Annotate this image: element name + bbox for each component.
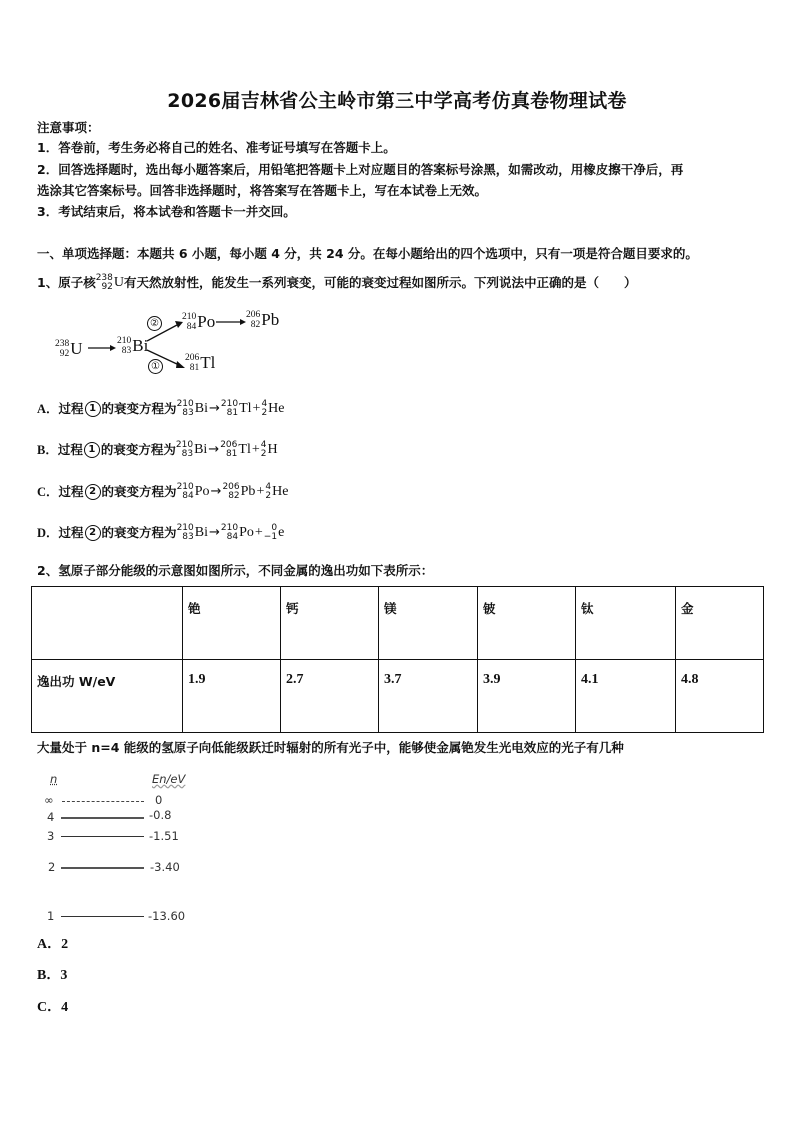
plus-sign: + bbox=[252, 401, 261, 416]
element-symbol: Po bbox=[239, 525, 254, 540]
question-2-text: 大量处于 n=4 能级的氢原子向低能级跃迁时辐射的所有光子中，能够使金属铯发生光电效应的光子有几种 bbox=[37, 740, 624, 755]
nucleus-pb206 bbox=[246, 310, 279, 330]
mass-number: 4 bbox=[260, 440, 267, 450]
decay-diagram bbox=[55, 303, 295, 378]
q1-option-c[interactable] bbox=[37, 483, 288, 501]
level-energy-label: 0 bbox=[155, 793, 163, 807]
mass-number: 210 bbox=[176, 482, 194, 492]
level-n-label: 4 bbox=[47, 810, 55, 824]
element-symbol: Bi bbox=[132, 336, 149, 355]
level-energy-label: -13.60 bbox=[148, 909, 186, 923]
nucleus-po210 bbox=[182, 312, 215, 332]
level-4-line bbox=[61, 817, 144, 819]
element-symbol: He bbox=[272, 484, 289, 499]
arrow-icon: → bbox=[208, 525, 220, 540]
section-heading: 一、单项选择题：本题共 6 小题，每小题 4 分，共 24 分。在每小题给出的四个选项中，只有一项是符合题目要求的。 bbox=[37, 246, 698, 261]
q1-option-b[interactable] bbox=[37, 441, 278, 459]
arrow-icon bbox=[216, 317, 246, 327]
energy-axis-label: En/eV bbox=[152, 772, 186, 786]
notice-item-2-cont: 选涂其它答案标号。回答非选择题时，将答案写在答题卡上，写在本试卷上无效。 bbox=[37, 183, 488, 198]
element-symbol: Po bbox=[197, 312, 216, 331]
arrow-icon: → bbox=[210, 484, 222, 499]
mass-number: 238 bbox=[55, 339, 70, 349]
question-1-stem bbox=[37, 274, 637, 292]
notice-item-3: 3．考试结束后，将本试卷和答题卡一并交回。 bbox=[37, 204, 296, 219]
table-cell bbox=[32, 587, 183, 660]
atomic-number: 81 bbox=[226, 408, 239, 418]
level-n-label: 1 bbox=[47, 909, 55, 923]
option-letter: D． bbox=[37, 526, 59, 540]
q1-nucleus bbox=[96, 274, 124, 292]
page-title: 2026届吉林省公主岭市第三中学高考仿真卷物理试卷 bbox=[167, 90, 627, 112]
atomic-number: 2 bbox=[265, 491, 272, 501]
element-symbol: Tl bbox=[239, 401, 252, 416]
notice-heading: 注意事项： bbox=[37, 120, 100, 135]
option-letter: A． bbox=[37, 402, 59, 416]
atomic-number: 83 bbox=[182, 408, 194, 418]
table-cell: 镁 bbox=[379, 587, 478, 660]
table-cell: 金 bbox=[676, 587, 764, 660]
table-cell: 钙 bbox=[281, 587, 379, 660]
mass-number: 4 bbox=[265, 482, 272, 492]
element-symbol: Bi bbox=[194, 442, 208, 457]
element-symbol: Tl bbox=[200, 353, 216, 372]
work-function-table bbox=[31, 586, 764, 733]
option-letter: C． bbox=[37, 1000, 62, 1015]
atomic-number: 83 bbox=[181, 449, 194, 459]
mass-number: 210 bbox=[176, 523, 194, 533]
level-n-label: 2 bbox=[48, 860, 56, 874]
mass-number: 238 bbox=[95, 273, 113, 283]
table-cell: 钛 bbox=[576, 587, 676, 660]
table-cell: 铯 bbox=[183, 587, 281, 660]
atomic-number: 84 bbox=[186, 322, 197, 332]
element-symbol: Po bbox=[194, 484, 210, 499]
atomic-number: 84 bbox=[226, 532, 239, 542]
arrow-icon bbox=[88, 343, 116, 353]
option-value: 4 bbox=[61, 1000, 69, 1015]
circled-number: 2 bbox=[85, 484, 101, 500]
arrow-icon: → bbox=[208, 442, 220, 457]
plus-sign: + bbox=[251, 442, 260, 457]
nucleus-bi210 bbox=[117, 336, 148, 356]
option-text: 的衰变方程为 bbox=[101, 484, 177, 499]
level-infinity-line bbox=[62, 801, 144, 802]
arrow-icon: → bbox=[208, 401, 220, 416]
mass-number: 206 bbox=[246, 310, 261, 320]
plus-sign: + bbox=[254, 525, 263, 540]
option-letter: A． bbox=[37, 937, 62, 952]
mass-number: 206 bbox=[220, 440, 238, 450]
circled-number: 1 bbox=[85, 401, 101, 417]
element-symbol: He bbox=[268, 401, 285, 416]
element-symbol: U bbox=[113, 275, 125, 290]
atomic-number: 82 bbox=[250, 320, 261, 330]
table-cell: 2.7 bbox=[281, 660, 379, 733]
atomic-number: 84 bbox=[182, 491, 194, 501]
atomic-number: 81 bbox=[189, 363, 200, 373]
atomic-number: 83 bbox=[182, 532, 194, 542]
mass-number: 210 bbox=[175, 440, 194, 450]
element-symbol: H bbox=[267, 442, 278, 457]
mass-number: 206 bbox=[185, 353, 200, 363]
element-symbol: U bbox=[70, 339, 83, 358]
table-cell: 4.8 bbox=[676, 660, 764, 733]
table-cell: 3.7 bbox=[379, 660, 478, 733]
atomic-number: 2 bbox=[260, 449, 267, 459]
circled-number: 1 bbox=[84, 442, 100, 458]
atomic-number: 81 bbox=[225, 449, 238, 459]
atomic-number: 2 bbox=[261, 408, 268, 418]
nucleus-u238 bbox=[55, 339, 83, 359]
mass-number: 210 bbox=[220, 399, 239, 409]
level-energy-label: -0.8 bbox=[149, 808, 172, 822]
mass-number: 0 bbox=[271, 523, 278, 533]
level-energy-label: -3.40 bbox=[150, 860, 180, 874]
q1-prefix: 1、原子核 bbox=[37, 275, 96, 290]
atomic-number: 82 bbox=[228, 491, 240, 501]
nucleus-tl206 bbox=[185, 353, 215, 373]
atomic-number: −1 bbox=[263, 532, 278, 542]
element-symbol: Bi bbox=[194, 401, 208, 416]
table-cell: 4.1 bbox=[576, 660, 676, 733]
option-text: 过程 bbox=[58, 484, 84, 499]
q2-option-c[interactable] bbox=[37, 1000, 68, 1016]
level-1-line bbox=[61, 916, 144, 917]
element-symbol: Pb bbox=[261, 310, 280, 329]
option-value: 3 bbox=[60, 968, 68, 983]
notice-item-1: 1．答卷前，考生务必将自己的姓名、准考证号填写在答题卡上。 bbox=[37, 140, 396, 155]
mass-number: 210 bbox=[176, 399, 194, 409]
option-text: 的衰变方程为 bbox=[101, 525, 177, 540]
option-text: 过程 bbox=[58, 401, 84, 416]
n-axis-label: n bbox=[50, 772, 58, 786]
table-row bbox=[32, 660, 764, 733]
circled-number: 2 bbox=[85, 525, 101, 541]
element-symbol: Tl bbox=[238, 442, 251, 457]
atomic-number: 92 bbox=[101, 282, 113, 292]
atomic-number: 83 bbox=[121, 346, 132, 356]
option-value: 2 bbox=[61, 937, 69, 952]
level-energy-label: -1.51 bbox=[149, 829, 179, 843]
option-text: 的衰变方程为 bbox=[101, 401, 177, 416]
element-symbol: Bi bbox=[194, 525, 208, 540]
mass-number: 4 bbox=[261, 399, 268, 409]
option-text: 的衰变方程为 bbox=[100, 442, 176, 457]
q1-option-a[interactable] bbox=[37, 400, 285, 418]
element-symbol: e bbox=[278, 525, 285, 540]
mass-number: 210 bbox=[117, 336, 132, 346]
q2-option-b[interactable] bbox=[37, 968, 67, 984]
level-3-line bbox=[61, 836, 144, 837]
q1-option-d[interactable] bbox=[37, 524, 284, 542]
option-letter: C． bbox=[37, 485, 59, 499]
mass-number: 206 bbox=[222, 482, 240, 492]
table-cell: 1.9 bbox=[183, 660, 281, 733]
option-letter: B． bbox=[37, 968, 61, 983]
level-n-label: ∞ bbox=[44, 793, 54, 807]
level-2-line bbox=[61, 867, 144, 869]
path-1-label: ① bbox=[148, 359, 163, 374]
option-text: 过程 bbox=[58, 525, 84, 540]
table-header-row bbox=[32, 587, 764, 660]
notice-item-2: 2．回答选择题时，选出每小题答案后，用铅笔把答题卡上对应题目的答案标号涂黑，如需改动，用橡皮擦干净后，再 bbox=[37, 162, 684, 177]
option-letter: B． bbox=[37, 443, 58, 457]
table-cell: 铍 bbox=[478, 587, 576, 660]
q2-option-a[interactable] bbox=[37, 937, 68, 953]
path-2-label: ② bbox=[147, 316, 162, 331]
q1-suffix: 有天然放射性，能发生一系列衰变，可能的衰变过程如图所示。下列说法中正确的是（ ） bbox=[124, 275, 637, 290]
plus-sign: + bbox=[256, 484, 265, 499]
table-cell: 3.9 bbox=[478, 660, 576, 733]
mass-number: 210 bbox=[182, 312, 197, 322]
element-symbol: Pb bbox=[240, 484, 256, 499]
table-cell: 逸出功 W/eV bbox=[32, 660, 183, 733]
atomic-number: 92 bbox=[59, 349, 70, 359]
question-2-stem: 2、氢原子部分能级的示意图如图所示，不同金属的逸出功如下表所示： bbox=[37, 563, 434, 578]
option-text: 过程 bbox=[57, 442, 83, 457]
level-n-label: 3 bbox=[47, 829, 55, 843]
mass-number: 210 bbox=[220, 523, 239, 533]
